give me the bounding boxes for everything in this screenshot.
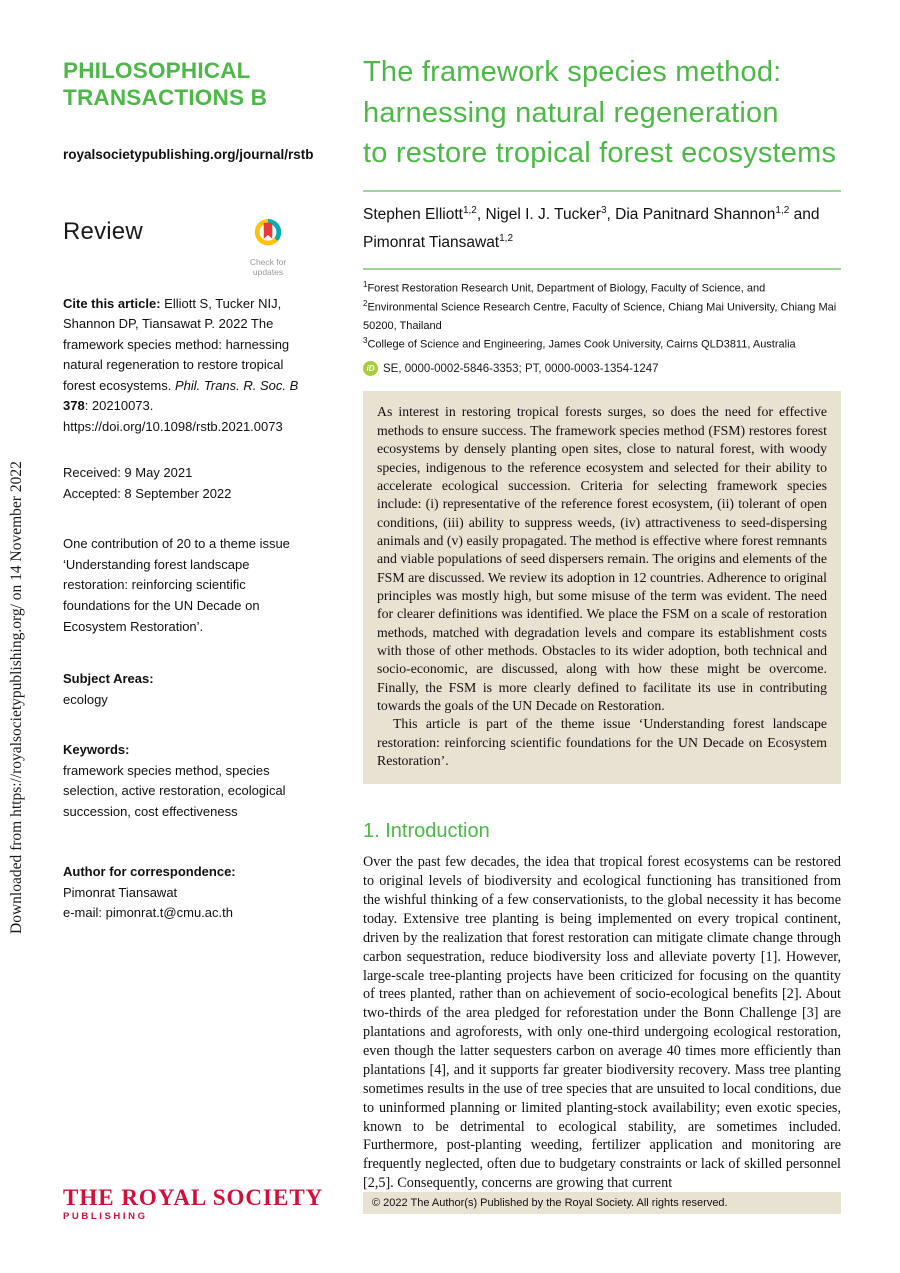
correspondence-email-link[interactable]: e-mail: pimonrat.t@cmu.ac.th: [63, 905, 233, 921]
royal-society-logo-text: THE ROYAL SOCIETY: [63, 1185, 324, 1210]
journal-logo-line1: PHILOSOPHICAL: [63, 58, 251, 83]
keywords-value: framework species method, species selection, active restoration, ecological succession, cost effectiveness: [63, 762, 286, 819]
author-name: Stephen Elliott: [363, 205, 463, 223]
journal-logo: [63, 58, 306, 111]
main-column: [363, 52, 841, 1193]
check-for-updates-badge[interactable]: [236, 218, 300, 278]
author-name: Pimonrat Tiansawat: [363, 234, 500, 252]
received-date: Received: 9 May 2021: [63, 465, 193, 481]
cite-text: Elliott S, Tucker NIJ, Shannon DP, Tiansawat P. 2022 The framework species method: harnessing natural regeneration to restore tropical forest ecosystems.: [63, 295, 290, 393]
cite-pages: : 20210073.: [84, 398, 154, 414]
affiliations: $^1$Forest Restoration Research Unit, Department of Biology, Faculty of Science, and $^2$Environmental Science Research Centre, Faculty of Science, Chiang Mai University, Chiang Mai 50200, Thailand $^3$College of Science and Engineering, James Cook University, Cairns QLD3811, Australia: [363, 280, 837, 351]
doi-link[interactable]: https://doi.org/10.1098/rstb.2021.0073: [63, 418, 283, 434]
citation-block: [63, 294, 306, 438]
article-type-label: Review: [63, 218, 143, 246]
orcid-icon[interactable]: iD: [363, 361, 378, 376]
article-type-row: [63, 218, 306, 278]
theme-issue-note: One contribution of 20 to a theme issue ‘Understanding forest landscape restoration: reinforcing scientific foundations for the UN Decade on Ecosystem Restoration’.: [63, 536, 290, 634]
correspondence-block: [63, 862, 306, 924]
orcid-line: [363, 361, 841, 376]
section-heading-introduction: 1. Introduction: [363, 820, 490, 843]
royal-society-publisher-logo: [63, 1186, 323, 1222]
check-for-updates-label: Check for updates: [249, 257, 287, 277]
download-watermark: Downloaded from https://royalsocietypublishing.org/ on 14 November 2022: [8, 461, 25, 934]
correspondence-name: Pimonrat Tiansawat: [63, 884, 178, 900]
keywords-block: [63, 740, 306, 822]
subject-areas-value: ecology: [63, 691, 108, 707]
accepted-date: Accepted: 8 September 2022: [63, 485, 232, 501]
author-list: Stephen Elliott$^{1,2}$, Nigel I. J. Tucker$^3$, Dia Panitnard Shannon$^{1,2}$ and Pimonrat Tiansawat$^{1,2}$: [363, 204, 820, 252]
journal-url-link[interactable]: royalsocietypublishing.org/journal/rstb: [63, 147, 314, 163]
subject-areas-block: [63, 669, 306, 710]
author-name: Dia Panitnard Shannon: [615, 205, 776, 223]
cite-journal: Phil. Trans. R. Soc. B: [174, 377, 299, 393]
cite-volume: 378: [63, 398, 85, 414]
orcid-ids: SE, 0000-0002-5846-3353; PT, 0000-0003-1354-1247: [383, 362, 659, 375]
copyright-bar: © 2022 The Author(s) Published by the Royal Society. All rights reserved.: [363, 1192, 841, 1214]
publishing-logo-text: PUBLISHING: [63, 1211, 148, 1222]
author-name: Nigel I. J. Tucker: [485, 205, 601, 223]
article-title: The framework species method: harnessing natural regeneration to restore tropical forest ecosystems: [363, 56, 837, 170]
abstract-paragraph-2: This article is part of the theme issue ‘Understanding forest landscape restoration: reinforcing scientific foundations for the UN Decade on Ecosystem Restoration’.: [377, 716, 827, 768]
abstract-box: [363, 391, 841, 784]
crossmark-icon: [249, 218, 287, 252]
introduction-body: Over the past few decades, the idea that tropical forest ecosystems can be restored to original levels of biodiversity and ecological functioning has transitioned from the wishful thinking of a few conservationists, to the global necessity it has become today. Extensive tree planting is being implemented on every tropical continent, driven by the realization that forest restoration can mitigate climate change through carbon sequestration, reduce biodiversity loss and alleviate poverty [1]. However, large-scale tree-planting projects have been criticized for focusing on the quantity of trees planted, rather than on achievement of socio-ecological benefits [2]. About two-thirds of the area pledged for reforestation under the Bonn Challenge [3] are plantations and agroforests, with only one-third undergoing ecological restoration, even though the latter sequesters carbon on average 40 times more efficiently than plantations [4], and it supports far greater biodiversity recovery. Mass tree planting sometimes results in the use of tree species that are unsuited to local conditions, due to uninformed planning or limited planting-stock availability; even exotic species, known to be detrimental to ecological stability, are sometimes included. Furthermore, post-planting weeding, fertilizer application and monitoring are frequently neglected, often due to budgetary constraints or lack of skilled personnel [2,5]. Consequently, concerns are growing that current: [363, 854, 841, 1192]
journal-logo-line2: TRANSACTIONS B: [63, 84, 268, 110]
correspondence-label: Author for correspondence:: [63, 864, 236, 880]
dates-block: [63, 463, 306, 504]
left-sidebar: [63, 58, 314, 924]
keywords-label: Keywords:: [63, 742, 130, 758]
cite-label: Cite this article:: [63, 295, 161, 311]
rule-below-authors: [363, 268, 841, 270]
abstract-paragraph-1: As interest in restoring tropical forests surges, so does the need for effective methods to ensure success. The framework species method (FSM) restores forest ecosystems by densely planting open sites, close to natural forest, with woody species, indigenous to the reference ecosystem and selected for their ability to accelerate ecological succession. Criteria for selecting framework species include: (i) representative of the reference forest ecosystem, (ii) tolerant of open conditions, (iii) ability to suppress weeds, (iv) attractiveness to seed-dispersing animals and (v) easily propagated. The method is effective where forest remnants and viable populations of seed dispersers remain. The origins and elements of the FSM are discussed. We review its adoption in 12 countries. Adherence to original principles was mostly high, but some misuse of the term was evident. The need for clearer definitions was identified. We place the FSM on a scale of restoration methods, matched with degradation levels and compare its establishment costs with those of other methods. Obstacles to its wider adoption, both technical and socio-economic, are discussed, along with how these might be overcome. Finally, the FSM is more clearly defined to facilitate its use in contributing towards the goals of the UN Decade on Restoration.: [377, 404, 828, 713]
subject-areas-label: Subject Areas:: [63, 671, 154, 687]
